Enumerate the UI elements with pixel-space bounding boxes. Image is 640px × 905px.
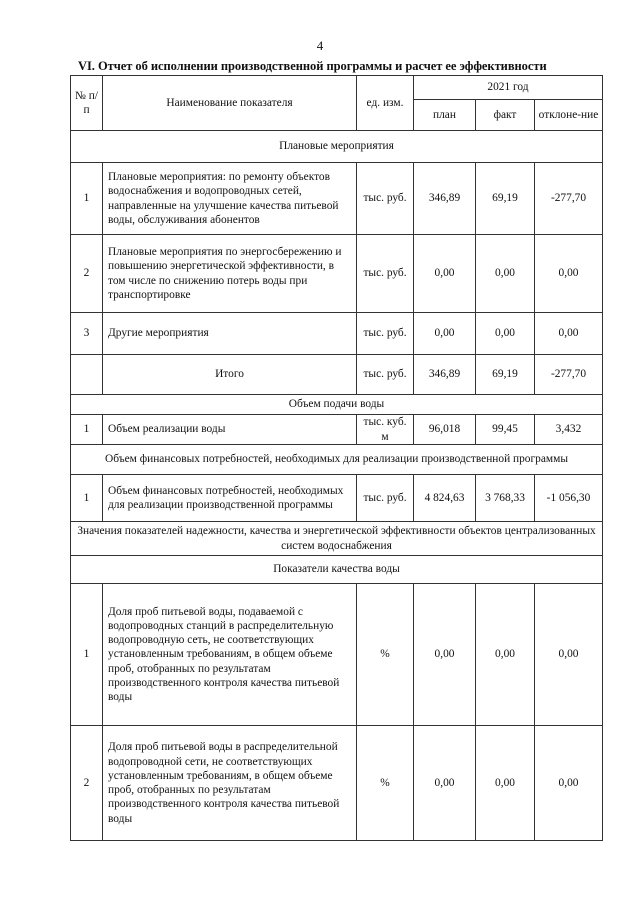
row-plan: 0,00 — [414, 313, 476, 355]
row-plan: 346,89 — [414, 163, 476, 235]
row-name: Другие мероприятия — [103, 313, 357, 355]
table-row — [71, 163, 603, 235]
total-deviation: -277,70 — [535, 355, 603, 395]
row-fact: 0,00 — [476, 584, 535, 726]
header-row — [71, 76, 603, 100]
row-fact: 3 768,33 — [476, 475, 535, 522]
total-num — [71, 355, 103, 395]
row-unit: тыс. руб. — [357, 163, 414, 235]
row-deviation: -277,70 — [535, 163, 603, 235]
header-deviation: отклоне-ние — [535, 100, 603, 131]
row-name: Доля проб питьевой воды, подаваемой с водопроводных станций в распределительную водопроводную сеть, не соответствующих установленным требованиям, в общем объеме проб, отобранных по результатам производственного контроля качества питьевой воды — [103, 584, 357, 726]
row-deviation: -1 056,30 — [535, 475, 603, 522]
section-quality-title: Показатели качества воды — [71, 556, 603, 584]
row-fact: 99,45 — [476, 415, 535, 445]
total-name: Итого — [103, 355, 357, 395]
row-plan: 0,00 — [414, 584, 476, 726]
row-plan: 0,00 — [414, 726, 476, 841]
header-plan: план — [414, 100, 476, 131]
row-fact: 0,00 — [476, 235, 535, 313]
page-number: 4 — [316, 38, 324, 53]
row-name: Доля проб питьевой воды в распределительной водопроводной сети, не соответствующих установленным требованиям, в общем объеме проб, отобранных по результатам производственного контроля качества питьевой воды — [103, 726, 357, 841]
header-year: 2021 год — [414, 76, 603, 100]
row-plan: 96,018 — [414, 415, 476, 445]
row-unit: тыс. руб. — [357, 313, 414, 355]
row-unit: % — [357, 726, 414, 841]
section-row — [71, 445, 603, 475]
table-row — [71, 726, 603, 841]
row-num: 1 — [71, 584, 103, 726]
row-name: Объем финансовых потребностей, необходимых для реализации производственной программы — [103, 475, 357, 522]
row-num: 1 — [71, 475, 103, 522]
header-name: Наименование показателя — [103, 76, 357, 131]
header-num: № п/п — [71, 76, 103, 131]
row-unit: тыс. куб. м — [357, 415, 414, 445]
section-row — [71, 131, 603, 163]
row-name: Объем реализации воды — [103, 415, 357, 445]
section-title: VI. Отчет об исполнении производственной программы и расчет ее эффективности — [78, 59, 547, 73]
total-plan: 346,89 — [414, 355, 476, 395]
row-unit: тыс. руб. — [357, 235, 414, 313]
table-row — [71, 475, 603, 522]
row-plan: 0,00 — [414, 235, 476, 313]
row-deviation: 0,00 — [535, 313, 603, 355]
row-deviation: 0,00 — [535, 726, 603, 841]
row-deviation: 0,00 — [535, 584, 603, 726]
row-unit: тыс. руб. — [357, 475, 414, 522]
section-planned-title: Плановые мероприятия — [71, 131, 603, 163]
row-deviation: 0,00 — [535, 235, 603, 313]
row-fact: 0,00 — [476, 726, 535, 841]
table-row — [71, 235, 603, 313]
section-row — [71, 556, 603, 584]
section-reliability-title: Значения показателей надежности, качества и энергетической эффективности объектов централизованных систем водоснабжения — [71, 522, 603, 556]
section-row — [71, 522, 603, 556]
row-num: 2 — [71, 726, 103, 841]
row-name: Плановые мероприятия: по ремонту объектов водоснабжения и водопроводных сетей, направленные на улучшение качества питьевой воды, обслуживания абонентов — [103, 163, 357, 235]
table-row — [71, 313, 603, 355]
row-name: Плановые мероприятия по энергосбережению и повышению энергетической эффективности, в том числе по снижению потерь воды при транспортировке — [103, 235, 357, 313]
section-row — [71, 395, 603, 415]
row-unit: % — [357, 584, 414, 726]
row-deviation: 3,432 — [535, 415, 603, 445]
total-fact: 69,19 — [476, 355, 535, 395]
table-row — [71, 584, 603, 726]
row-plan: 4 824,63 — [414, 475, 476, 522]
table-row — [71, 415, 603, 445]
row-num: 3 — [71, 313, 103, 355]
report-table — [70, 75, 603, 841]
section-supply-title: Объем подачи воды — [71, 395, 603, 415]
row-fact: 69,19 — [476, 163, 535, 235]
header-fact: факт — [476, 100, 535, 131]
header-unit: ед. изм. — [357, 76, 414, 131]
row-num: 1 — [71, 415, 103, 445]
row-fact: 0,00 — [476, 313, 535, 355]
section-finance-title: Объем финансовых потребностей, необходимых для реализации производственной программы — [71, 445, 603, 475]
row-num: 2 — [71, 235, 103, 313]
total-unit: тыс. руб. — [357, 355, 414, 395]
row-num: 1 — [71, 163, 103, 235]
total-row — [71, 355, 603, 395]
